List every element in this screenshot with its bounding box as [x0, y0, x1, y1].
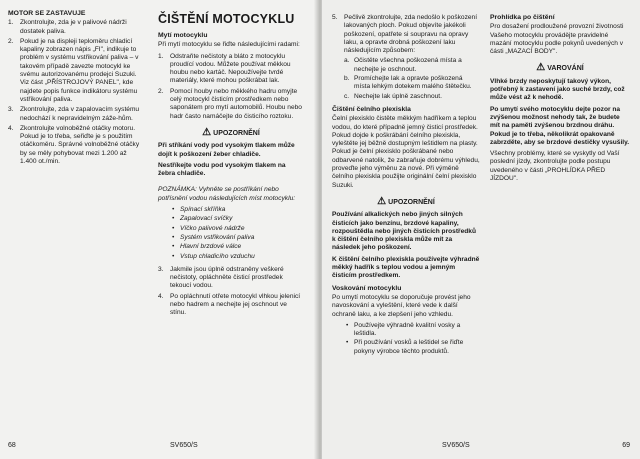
heading-engine-stalls: MOTOR SE ZASTAVUJE — [8, 10, 86, 17]
final-text: Všechny problémy, které se vyskytly od Vaší poslední jízdy, zkontrolujte podle postupu uvedeného v části „PROHLÍDKA PŘED JÍZDOU". — [490, 150, 620, 183]
note-list — [158, 206, 304, 261]
note-text: POZNÁMKA: Vyhněte se postříkání nebo potřísnění vodou následujících míst motocyklu: — [158, 186, 296, 202]
list-item: • Spínací skříňka — [172, 206, 304, 214]
list-item: b. Promíchejte lak a opravte poškozená místa lehkým dotekem malého štětečku. — [344, 75, 472, 91]
caution-text: Při stříkání vody pod vysokým tlakem může dojít k poškození žeber chladiče. — [158, 142, 295, 158]
caution-text: K čištění čelního plexiskla používejte výhradně měkký hadřík s teplou vodou a jemným čisticím prostředkem. — [332, 255, 480, 280]
list-item: a. Očistěte všechna poškozená místa a nechejte je oschnout. — [344, 57, 462, 73]
subheading-washing: Mytí motocyklu — [158, 32, 208, 39]
subheading-waxing: Voskování motocyklu — [332, 284, 402, 292]
list-item: 1. Zkontrolujte, zda je v palivové nádrži dostatek paliva. — [8, 19, 127, 35]
list-item: 1. Odstraňte nečistoty a bláto z motocyklu proudící vodou. Můžete používat měkkou houbu nebo kartáč. Nepoužívejte tvrdé materiály, které mohou poškrábat lak. — [158, 52, 291, 85]
warning-triangle-icon: ⚠ — [202, 126, 212, 138]
caution-text: Používání alkalických nebo jiných silných čisticích jako benzínu, brzdové kapaliny, rozpouštědla nebo jiných čisticích prostředků k čištění čelního plexiskla může mít za následek jeho poškození. — [332, 211, 476, 252]
paint-substeps — [332, 57, 480, 100]
warning-text: Po umytí svého motocyklu dejte pozor na zvýšenou možnost nehody tak, že budete mít na paměti zvýšenou brzdnou dráhu. Pokud je to třeba, několikrát opakovaně zabrzděte, aby se brzdové destičky vysušily. — [490, 105, 630, 146]
list-item: • Hlavní brzdové válce — [172, 243, 304, 251]
list-item: 2. Pomocí houby nebo měkkého hadru omyjte celý motocykl čisticím prostředkem nebo saponátem pro mytí automobilů. Houbu nebo hadr často namáčejte do čisticího roztoku. — [158, 87, 302, 120]
page-title: ČIŠTĚNÍ MOTOCYKLU — [158, 12, 295, 26]
list-item: • Vstup chladicího vzduchu — [172, 253, 304, 261]
list-item: 5. Pečlivě zkontrolujte, zda nedošlo k poškození lakovaných ploch. Pokud objevíte jakékoli poškození, opatřete si soupravu na opravy laku, a opravte drobná poškození laku následujícím způsobem: — [332, 14, 478, 55]
left-col-cleaning — [158, 10, 304, 320]
page-number-left: 68 — [8, 442, 16, 449]
list-item: 4. Zkontrolujte volnoběžné otáčky motoru. Pokud je to třeba, seřiďte je s použitím otáčkoměru. Správné volnoběžné otáčky by se měly pohybovat mezi 1.200 až 1.400 ot./min. — [8, 124, 140, 166]
model-label-right: SV650/S — [442, 442, 470, 449]
list-item: 3. Jakmile jsou úplně odstraněny veškeré nečistoty, opláchněte čisticí prostředek tekoucí vodou. — [158, 265, 284, 290]
waxing-list — [332, 322, 480, 356]
list-item: • Používejte výhradně kvalitní vosky a leštidla. — [346, 322, 480, 339]
warning-heading: ⚠ VAROVÁNÍ — [536, 62, 584, 74]
washing-steps-cont — [158, 266, 304, 318]
list-item: 4. Po opláchnutí otřete motocykl vlhkou jelenicí nebo hadrem a nechejte jej oschnout ve stínu. — [158, 292, 301, 317]
warning-triangle-icon: ⚠ — [377, 195, 387, 207]
windscreen-text: Čelní plexisklo čistěte měkkým hadříkem a teplou vodou, do které případně jemný čisticí prostředek. Pokud dojde k poškrábání čelního plexiskla, vyleštěte jej běžně dostupným leštidlem na plasty. Pokud je čelní plexisklo poškrábané nebo odbarvené natolik, že zabraňuje dobrému výhledu, proveďte jeho výměnu za nové. Při výměně čelního plexiskla použijte originální čelní plexisklo Suzuki. — [332, 115, 480, 189]
list-item: 3. Zkontrolujte, zda v zapalovacím systému nedochází k nepravidelným záže-hům. — [8, 106, 140, 122]
list-item: • Při používání vosků a leštidel se řiďte pokyny výrobce těchto produktů. — [346, 339, 480, 356]
subheading-inspection: Prohlídka po čištění — [490, 14, 555, 21]
right-page — [322, 0, 640, 459]
list-item: • Systém vstřikování paliva — [172, 234, 304, 242]
washing-steps — [158, 53, 304, 121]
engine-stalls-list — [8, 19, 144, 166]
caution-text: Nestříkejte vodu pod vysokým tlakem na žebra chladiče. — [158, 161, 286, 178]
washing-intro: Při mytí motocyklu se řiďte následujícími radami: — [158, 41, 300, 49]
left-page — [0, 0, 318, 459]
list-item: • Zapalovací svíčky — [172, 215, 304, 223]
right-col-cleaning — [332, 14, 480, 357]
inspection-text: Pro dosažení prodloužené provozní životnosti Vašeho motocyklu provádějte pravidelné mazání motocyklu podle pokynů uvedených v části „MAZACÍ BODY". — [490, 23, 624, 56]
right-col-inspection — [490, 14, 630, 186]
list-item: • Víčko palivové nádrže — [172, 225, 304, 233]
caution-heading: ⚠ UPOZORNĚNÍ — [202, 126, 260, 138]
model-label-left: SV650/S — [170, 442, 198, 449]
list-item: 2. Pokud je na displeji teploměru chladicí kapaliny zobrazen nápis „FI", indikuje to problém v systému vstřikování paliva – v takovém případě zavezte motocykl ke svému autorizovanému prodejci Suzuki. Viz část „PŘÍSTROJOVÝ PANEL", kde najdete popis funkce indikátoru systému vstřikování paliva. — [8, 37, 139, 103]
warning-text: Vlhké brzdy neposkytují takový výkon, potřebný k zastavení jako suché brzdy, což může vést až k nehodě. — [490, 77, 625, 102]
caution-heading: ⚠ UPOZORNĚNÍ — [377, 195, 435, 207]
subheading-windscreen: Čištění čelního plexiskla — [332, 105, 411, 113]
page-number-right: 69 — [622, 442, 630, 449]
paint-step — [332, 14, 480, 55]
list-item: c. Nechejte lak úplně zaschnout. — [344, 92, 442, 100]
left-col-engine-stalls — [8, 10, 144, 168]
waxing-text: Po umytí motocyklu se doporučuje provést jeho navoskování a vyleštění, které vede k další ochraně laku, a ke zlepšení jeho vzhledu. — [332, 293, 471, 318]
warning-triangle-icon: ⚠ — [536, 62, 546, 74]
